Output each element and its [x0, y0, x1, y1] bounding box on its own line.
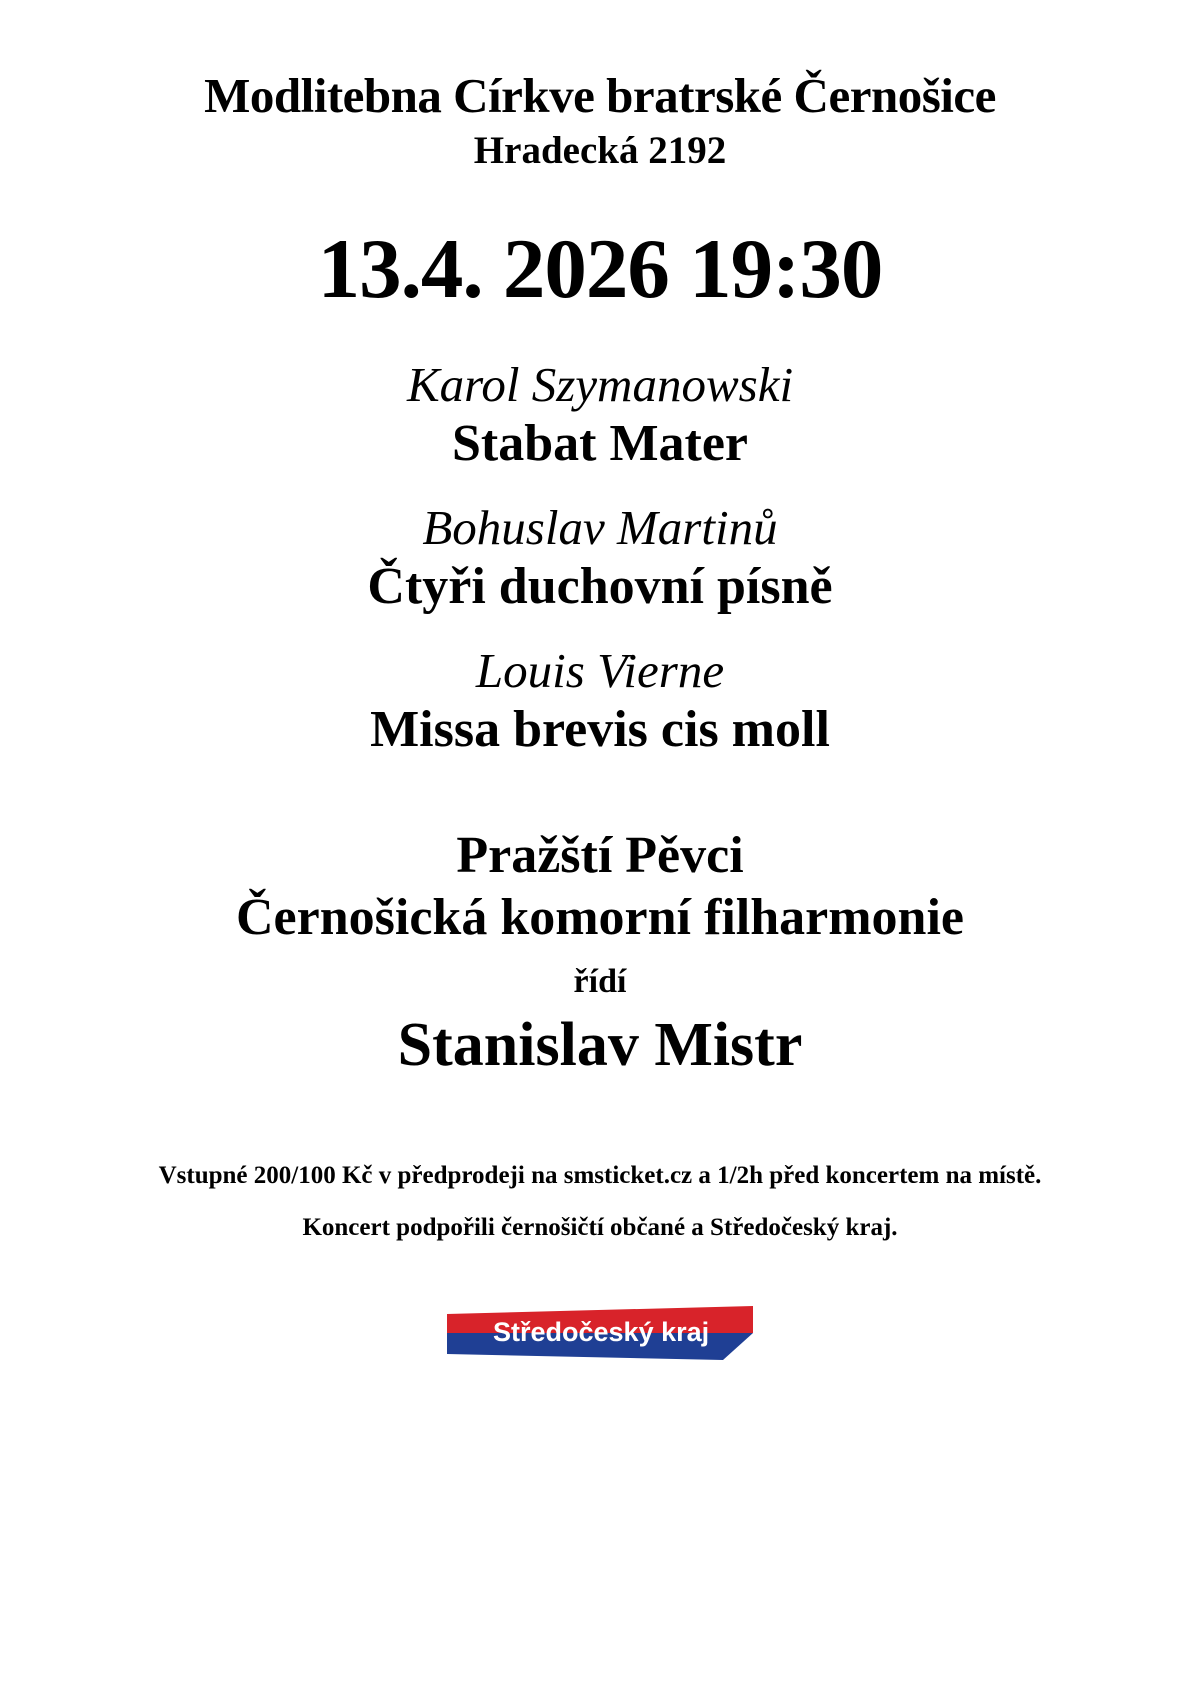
composer-name: Louis Vierne	[475, 643, 725, 699]
composer-name: Bohuslav Martinů	[422, 499, 778, 555]
notes-section	[60, 1159, 1140, 1245]
program-item	[60, 644, 1140, 759]
ticket-info: Vstupné 200/100 Kč v předprodeji na smsticket.cz a 1/2h před koncertem na místě.	[158, 1161, 1042, 1189]
stredocesky-kraj-logo	[447, 1306, 753, 1360]
work-title: Missa brevis cis moll	[370, 700, 830, 758]
conductor-name: Stanislav Mistr	[397, 1010, 803, 1079]
composer-name: Karol Szymanowski	[406, 356, 794, 412]
program-item	[60, 358, 1140, 473]
orchestra-name: Černošická komorní filharmonie	[236, 888, 964, 946]
venue-address: Hradecká 2192	[473, 128, 727, 172]
sponsor-section	[60, 1306, 1140, 1360]
program-list	[60, 358, 1140, 759]
sponsor-name: Středočeský kraj	[493, 1317, 710, 1348]
work-title: Čtyři duchovní písně	[367, 557, 833, 615]
venue-name: Modlitebna Církve bratrské Černošice	[204, 68, 996, 123]
program-item	[60, 501, 1140, 616]
conductor-label: řídí	[573, 962, 627, 1000]
choir-name: Pražští Pěvci	[456, 827, 744, 885]
performers-section	[60, 825, 1140, 1079]
support-info: Koncert podpořili černošičtí občané a Středočeský kraj.	[302, 1213, 898, 1241]
event-datetime: 13.4. 2026 19:30	[317, 221, 883, 316]
work-title: Stabat Mater	[451, 414, 749, 472]
